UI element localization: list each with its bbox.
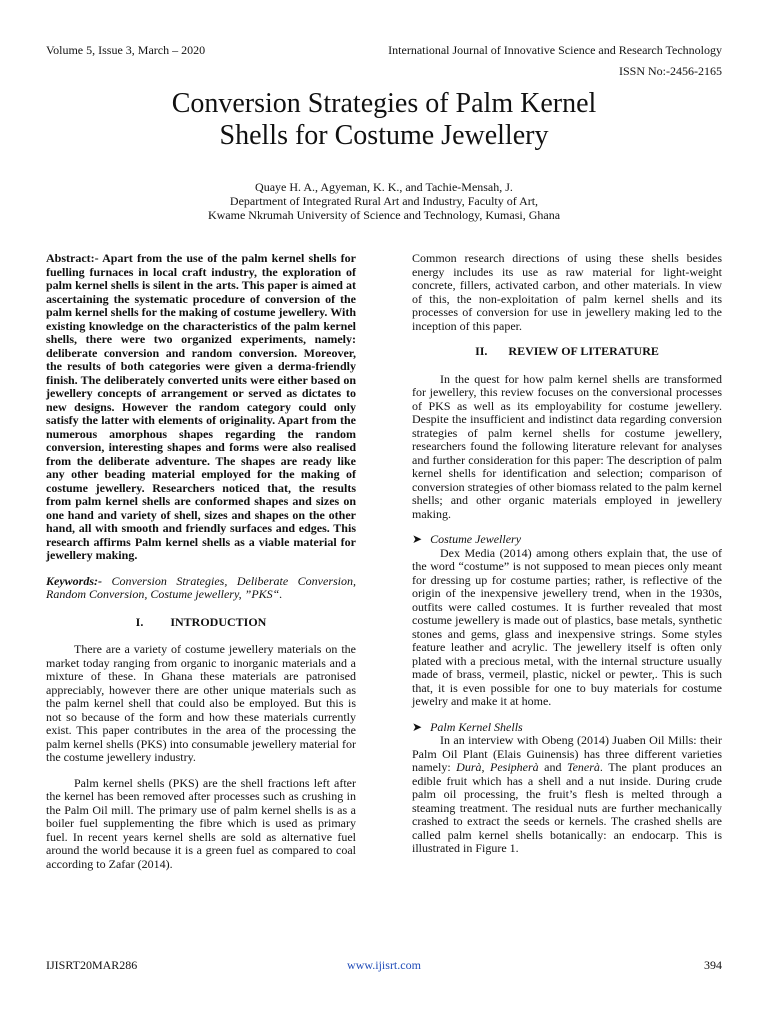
pks-and: and [538, 760, 568, 774]
abstract: Abstract:- Apart from the use of the palm kernel shells for fuelling furnaces in local craft industry, the exploration of palm kernel shells is silent in the arts. This paper is aimed at ascertaining the systematic procedure of conversion of the palm kernel shells for the making of costume jewellery. With existing knowledge on the characteristics of the palm kernel shells, there were two organized experiments, namely: deliberate conversion and random conversion. Moreover, the results of both categories were given a derma-friendly finish. The deliberately converted units were either based on jewellery concepts of arrangement or served as dictates to new designs. However the random category could only satisfy the latter with elements of originality. Apart from the numerous amorphous shapes regarding the random conversion, interesting shapes and forms were also realised from the deliberate adventure. The shapes are ready like any other beading material employed for the making of costume jewellery. Researchers noticed that, the results from palm kernel shells are conformed shapes and sizes on one hand and variety of shell, sizes and shapes on the other hand, all with smooth and friendly surfaces and edges. This research affirms Palm kernel shells as a viable material for jewellery making. [46, 251, 356, 562]
paper-code: IJISRT20MAR286 [46, 958, 138, 972]
arrow-bullet-icon: ➤ [412, 719, 423, 734]
intro-paragraph-2: Palm kernel shells (PKS) are the shell fractions left after the kernel has been removed after processes such as crushing in the Palm Oil mill. The primary use of palm kernel shells is as a boiler fuel supplementing the fibre which is used as primary fuel. In recent years kernel shells are sold as alternative fuel around the world because it is a green fuel as compared to coal according to Zafar (2014). [46, 775, 356, 871]
issn: ISSN No:-2456-2165 [618, 64, 722, 78]
section-heading-introduction: I. INTRODUCTION [135, 614, 267, 629]
right-column [412, 252, 722, 868]
pks-paragraph [412, 734, 722, 856]
pks-text-b: . The plant produces an edible fruit which has a shell and a nut inside. During crude palm oil processing, the fruit’s flesh is melted through a steaming treatment. The residual nuts are further mechanically crashed to extract the seeds or kernels. The crashed shells are called palm kernel shells botanically: an endocarp. This is illustrated in Figure 1. [412, 760, 723, 855]
affiliation-line-1: Department of Integrated Rural Art and Industry, Faculty of Art, [229, 194, 539, 208]
volume-issue: Volume 5, Issue 3, March – 2020 [46, 43, 206, 57]
subheading-pks-label: Palm Kernel Shells [430, 719, 523, 734]
author-names: Quaye H. A., Agyeman, K. K., and Tachie-Mensah, J. [255, 180, 513, 194]
subheading-costume-jewellery [412, 533, 722, 547]
affiliation-line-2: Kwame Nkrumah University of Science and Technology, Kumasi, Ghana [207, 208, 561, 222]
title-line-1: Conversion Strategies of Palm Kernel [171, 88, 597, 119]
review-paragraph: In the quest for how palm kernel shells are transformed for jewellery, this review focuses on the conversional processes of PKS as well as its employability for costume jewellery. Despite the insufficient and indistinct data regarding conversion strategies of palm kernel shells for costume jewellery, researchers found the following literature relevant for analyses and further consideration for this paper: The description of palm kernel shells for identification and selection; comparison of conversion strategies of other biomass related to the palm kernel shells; and other organic materials employed in jewellery making. [412, 371, 722, 521]
page-number: 394 [704, 958, 722, 972]
arrow-bullet-icon: ➤ [412, 532, 423, 546]
journal-url-link[interactable]: www.ijisrt.com [347, 958, 421, 972]
subheading-costume-label: Costume Jewellery [430, 532, 522, 546]
keywords-text: Conversion Strategies, Deliberate Conversion, Random Conversion, Costume jewellery, ”PKS“. [46, 573, 356, 601]
paper-title [0, 88, 768, 152]
keywords-label: Keywords:- [46, 573, 102, 588]
pks-variety-2: Tenerà [567, 760, 600, 774]
subheading-palm-kernel-shells [412, 721, 722, 735]
title-line-2: Shells for Costume Jewellery [219, 120, 549, 151]
pks-text-a: In an interview with Obeng (2014) Juaben Oil Mills: their Palm Oil Plant (Elais Guinensis) has three different varieties namely: [412, 733, 722, 774]
section-heading-review: II. REVIEW OF LITERATURE [475, 344, 659, 358]
keywords [46, 575, 356, 602]
author-block [0, 180, 768, 222]
right-paragraph-1: Common research directions of using these shells besides energy includes its use as raw material for light-weight concrete, fillers, activated carbon, and other materials. In view of this, the non-exploitation of palm kernel shells and its processes of conversion for use in jewellery making led to the inception of this paper. [412, 251, 722, 333]
pks-variety-1: Durà, Pesipherà [456, 760, 539, 774]
costume-paragraph: Dex Media (2014) among others explain that, the use of the word “costume” is not supposed to mean pieces only meant for dressing up for costume parties; rather, is reflective of the origin of the inexpensive jewellery trend, when in the 1930s, outfits were called costumes. It is further revealed that most costume jewellery is made out of plastics, base metals, synthetic stones and gems, glass and inexpensive strings. Some styles feature leather and acrylic. The jewellery itself is often only plated with a precious metal, with the internal structure usually made of brass, vermeil, plastic, nickel or pewter,. This is such that, it is even possible for one to buy materials for costume jewelry and make it at home. [412, 545, 722, 708]
left-column [46, 252, 356, 883]
intro-paragraph-1: There are a variety of costume jewellery materials on the market today ranging from organic to inorganic materials and a mixture of these. In Ghana these materials are patronised appreciably, however there are other unique materials such as the palm kernel shell that could also be employed. But this is not so because of the form and how these materials currently exist. This paper contributes in the area of the processing the palm kernel shells (PKS) into consumable jewellery material for the costume jewellery industry. [46, 642, 356, 764]
journal-name: International Journal of Innovative Science and Research Technology [388, 43, 722, 57]
